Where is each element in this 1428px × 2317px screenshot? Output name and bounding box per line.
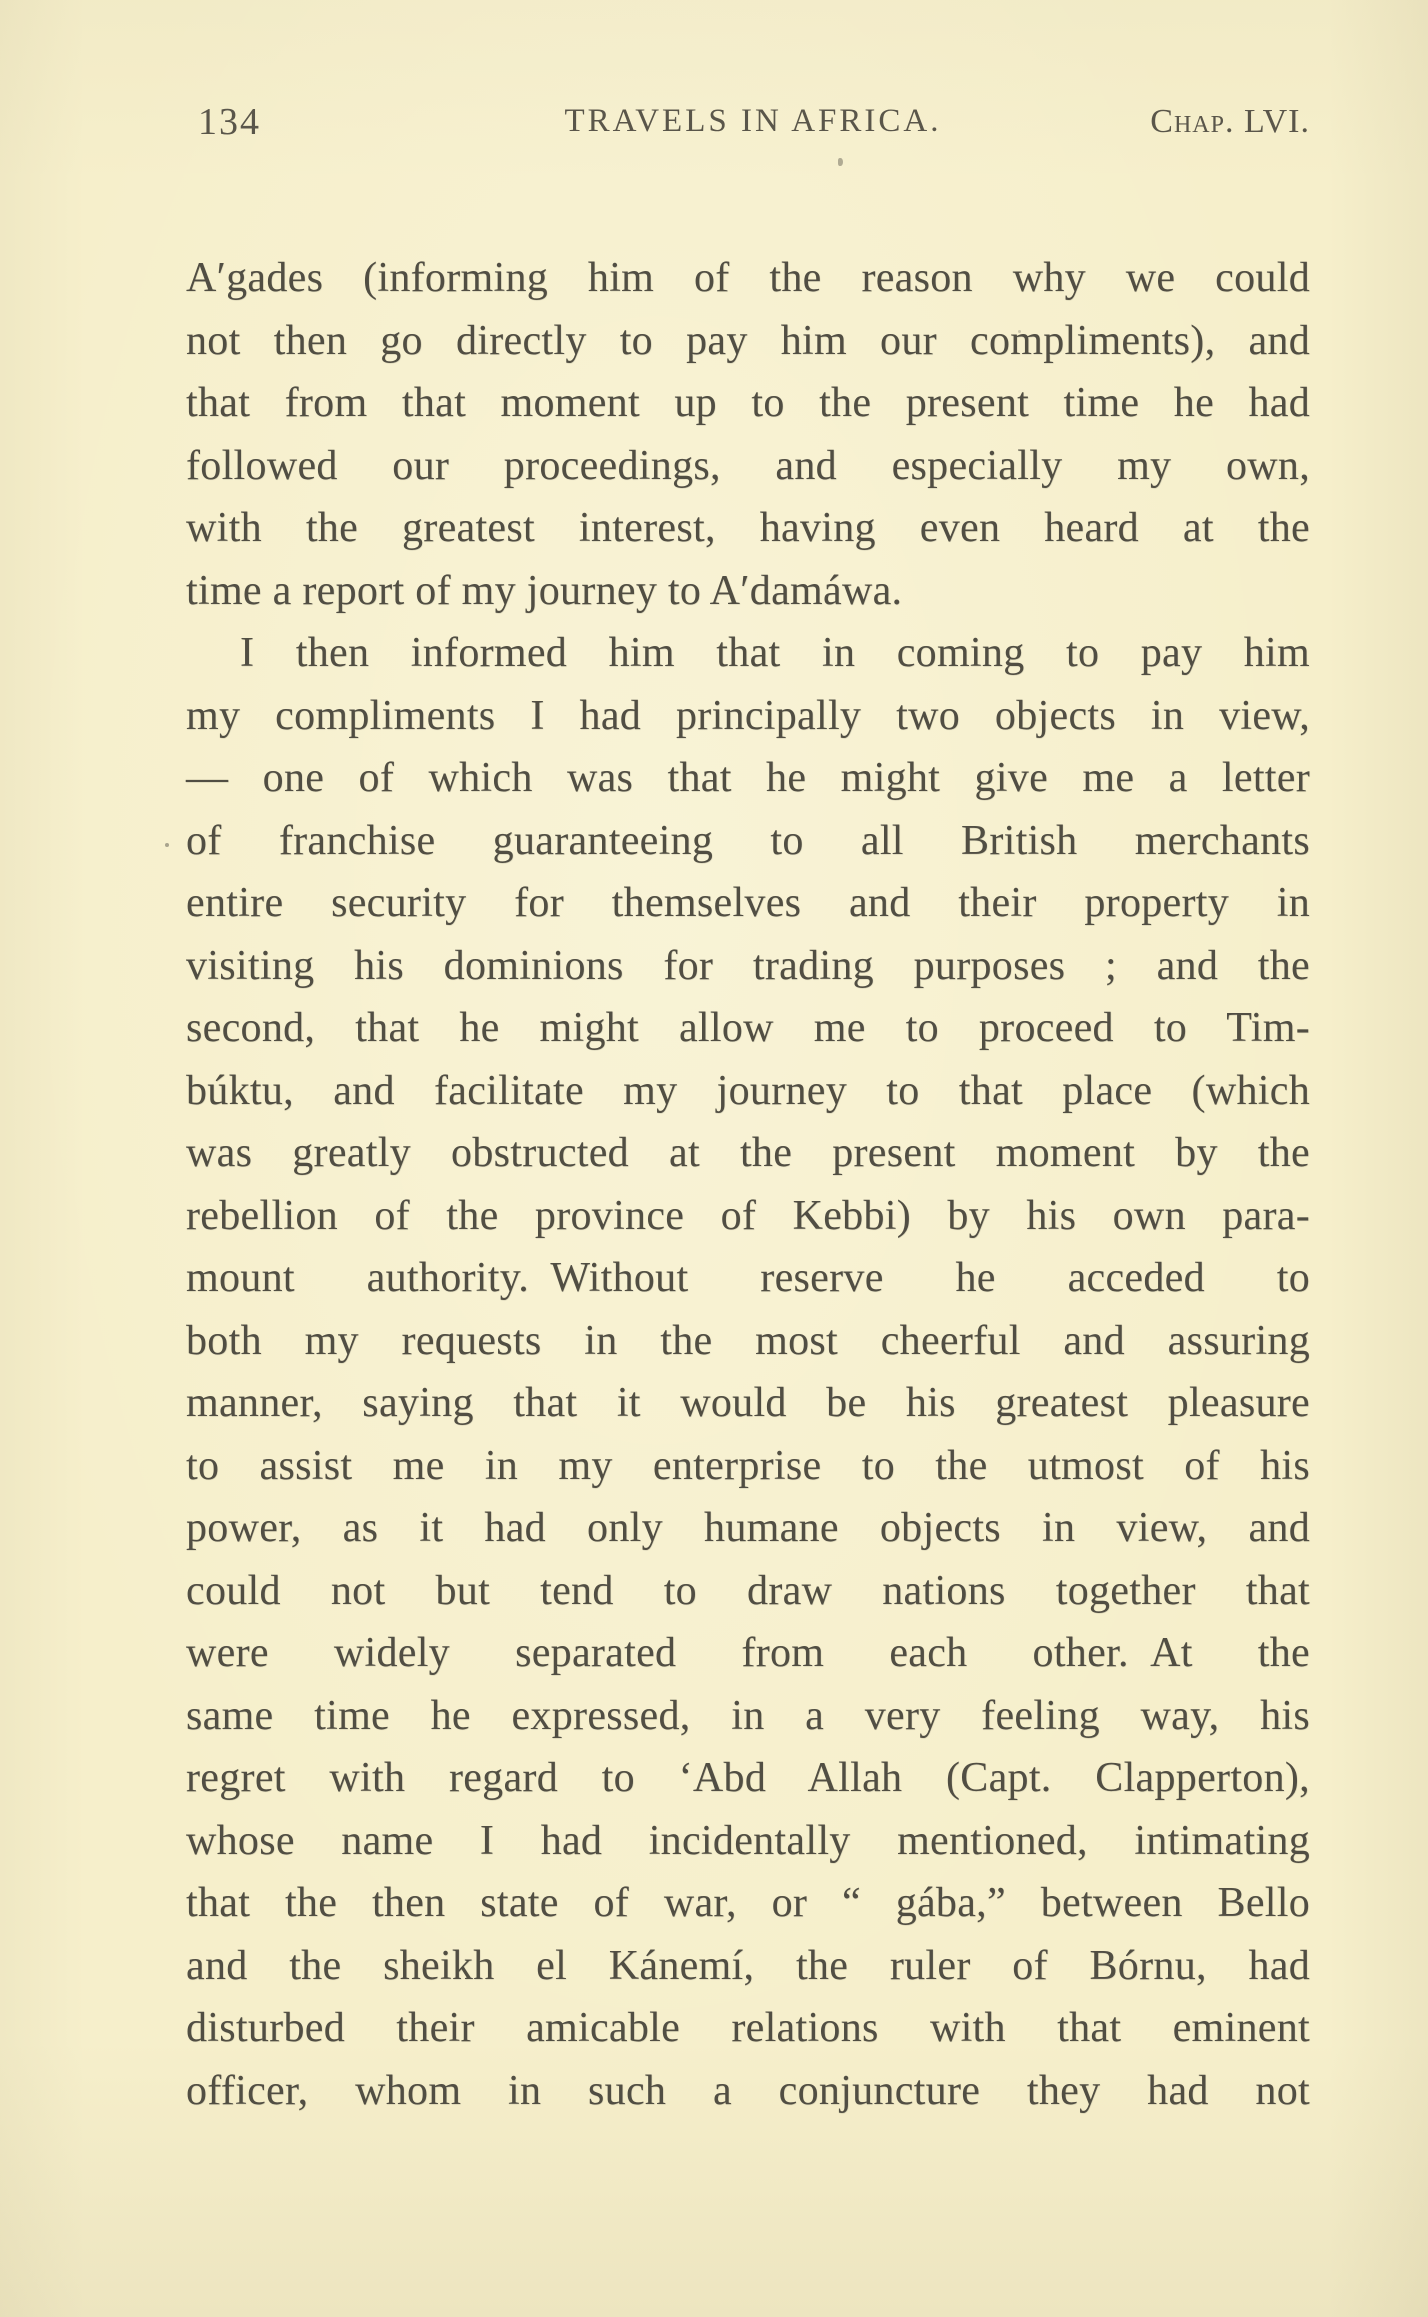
text-line: — one of which was that he might give me a letter	[186, 755, 1310, 801]
text-line: second, that he might allow me to proceed to Tim-	[186, 1005, 1310, 1051]
book-title-header: TRAVELS IN AFRICA.	[564, 103, 942, 139]
text-line: that from that moment up to the present time he had	[186, 380, 1310, 426]
body-text	[186, 247, 1310, 2122]
text-line: A′gades (informing him of the reason why we could	[186, 255, 1310, 301]
text-line: that the then state of war, or “ gába,” between Bello	[186, 1880, 1310, 1926]
text-line: and the sheikh el Kánemí, the ruler of Bórnu, had	[186, 1942, 1310, 1989]
text-line: my compliments I had principally two objects in view,	[186, 692, 1310, 739]
text-line: power, as it had only humane objects in view, and	[186, 1505, 1310, 1551]
text-line: was greatly obstructed at the present moment by the	[186, 1130, 1310, 1176]
text-line: not then go directly to pay him our compliments), and	[186, 317, 1310, 364]
scan-speck	[1018, 330, 1021, 333]
text-line: were widely separated from each other. At the	[186, 1630, 1310, 1676]
scan-speck	[165, 843, 169, 847]
running-head	[196, 100, 1310, 146]
text-line: disturbed their amicable relations with that eminent	[186, 2005, 1310, 2051]
page-number: 134	[198, 101, 261, 143]
text-line: mount authority. Without reserve he acceded to	[186, 1255, 1310, 1301]
chapter-label: Chap. LVI.	[1150, 103, 1310, 140]
text-line: manner, saying that it would be his greatest pleasure	[186, 1380, 1310, 1426]
text-line: followed our proceedings, and especially my own,	[186, 442, 1310, 489]
text-line: búktu, and facilitate my journey to that place (which	[186, 1067, 1310, 1114]
scan-speck	[838, 158, 843, 166]
text-line: same time he expressed, in a very feeling way, his	[186, 1692, 1310, 1739]
text-line: with the greatest interest, having even heard at the	[186, 505, 1310, 551]
text-line: whose name I had incidentally mentioned, intimating	[186, 1817, 1310, 1864]
text-line: I then informed him that in coming to pay him	[240, 630, 1310, 676]
text-line: time a report of my journey to A′damáwa.	[186, 567, 903, 614]
text-line: could not but tend to draw nations together that	[186, 1567, 1310, 1614]
text-line: officer, whom in such a conjuncture they had not	[186, 2067, 1310, 2114]
text-line: entire security for themselves and their property in	[186, 880, 1310, 926]
text-line: rebellion of the province of Kebbi) by his own para-	[186, 1192, 1310, 1239]
text-line: both my requests in the most cheerful and assuring	[186, 1317, 1310, 1364]
text-line: of franchise guaranteeing to all British merchants	[186, 817, 1310, 864]
text-line: visiting his dominions for trading purposes ; and the	[186, 942, 1310, 989]
text-line: to assist me in my enterprise to the utmost of his	[186, 1442, 1310, 1489]
text-line: regret with regard to ʻAbd Allah (Capt. Clapperton),	[186, 1755, 1310, 1801]
